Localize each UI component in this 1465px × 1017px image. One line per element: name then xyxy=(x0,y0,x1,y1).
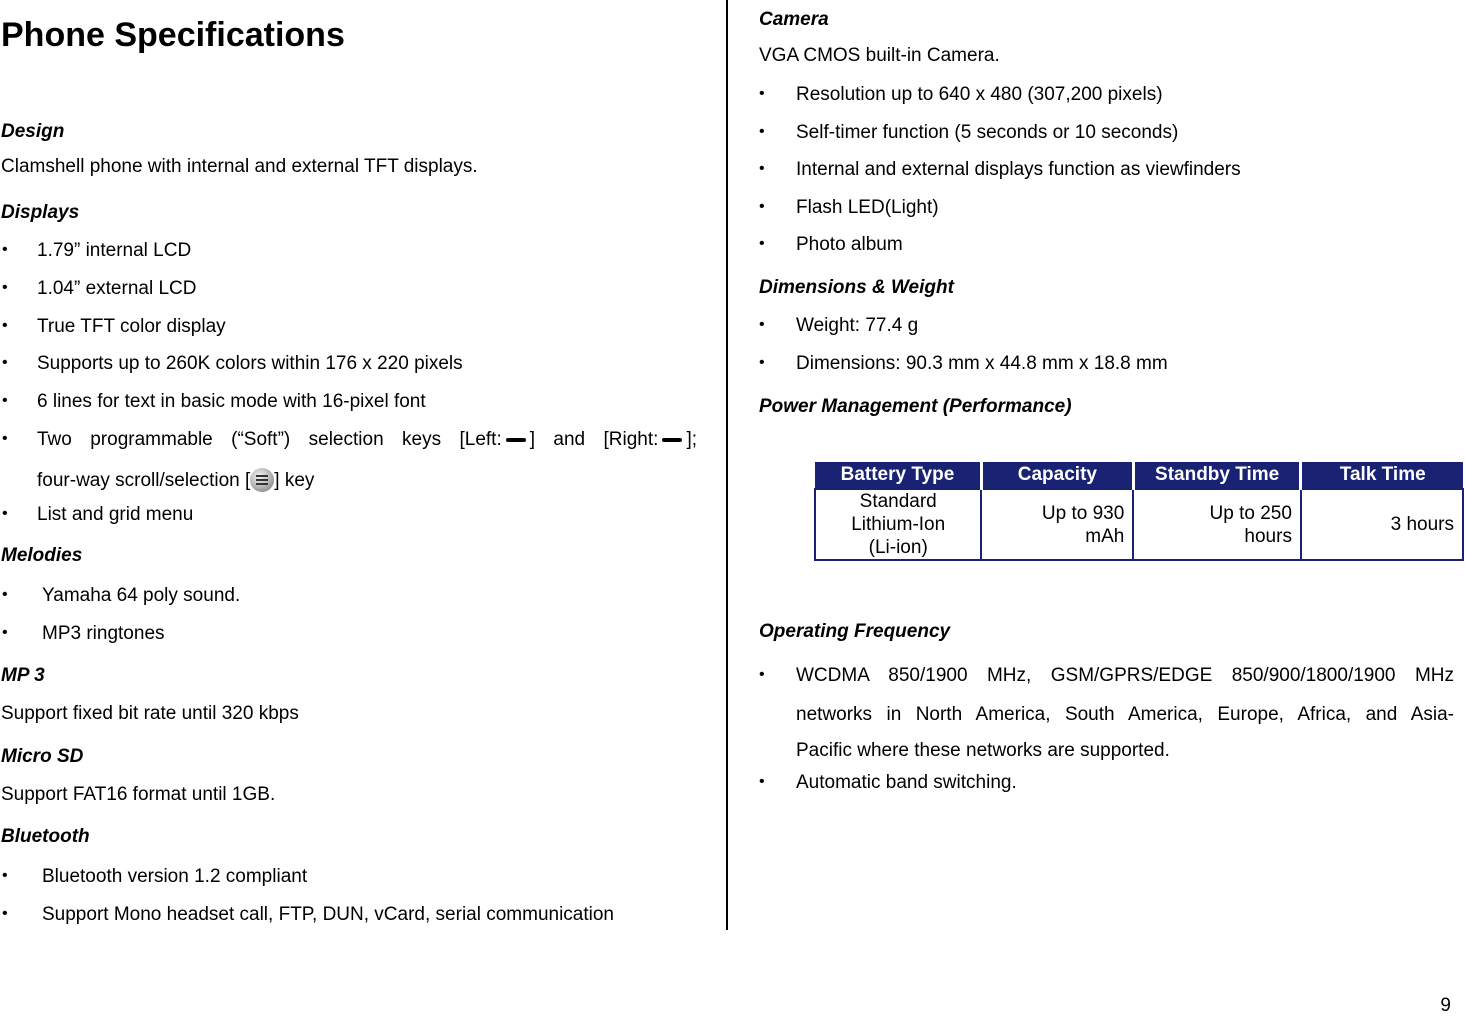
table-row xyxy=(815,489,1463,560)
battery-table xyxy=(814,462,1464,561)
page-title: Phone Specifications xyxy=(1,16,345,54)
displays-heading: Displays xyxy=(1,202,80,223)
page-number: 9 xyxy=(1440,995,1451,1016)
design-text: Clamshell phone with internal and external TFT displays. xyxy=(1,156,478,177)
power-heading: Power Management (Performance) xyxy=(759,396,1072,417)
mp3-text: Support fixed bit rate until 320 kbps xyxy=(1,703,299,724)
standby-cell: Up to 250 hours xyxy=(1133,489,1301,560)
column-divider xyxy=(726,0,728,930)
capacity-cell: Up to 930 mAh xyxy=(981,489,1133,560)
bluetooth-heading: Bluetooth xyxy=(1,826,90,847)
frequency-heading: Operating Frequency xyxy=(759,621,951,642)
column-header: Capacity xyxy=(981,462,1133,489)
softkeys-continuation: four-way scroll/selection [ ] key xyxy=(37,470,315,491)
battery-type-cell: Standard Lithium-Ion (Li-ion) xyxy=(815,489,981,560)
right-softkey-icon xyxy=(659,435,685,445)
design-heading: Design xyxy=(1,121,65,142)
column-header: Talk Time xyxy=(1301,462,1463,489)
column-header: Standby Time xyxy=(1133,462,1301,489)
camera-heading: Camera xyxy=(759,9,829,30)
microsd-heading: Micro SD xyxy=(1,746,84,767)
mp3-heading: MP 3 xyxy=(1,665,45,686)
table-header-row xyxy=(815,462,1463,489)
column-header: Battery Type xyxy=(815,462,981,489)
melodies-heading: Melodies xyxy=(1,545,83,566)
camera-text: VGA CMOS built-in Camera. xyxy=(759,45,1000,66)
navigation-key-icon xyxy=(250,468,274,492)
left-softkey-icon xyxy=(503,435,529,445)
dimensions-heading: Dimensions & Weight xyxy=(759,277,954,298)
list-item-frequency: • WCDMA 850/1900 MHz, GSM/GPRS/EDGE 850/900/1800/1900 MHz networks in North America, South America, Europe, Africa, and Asia- Pacific where these networks are supported. xyxy=(759,665,1454,761)
microsd-text: Support FAT16 format until 1GB. xyxy=(1,784,276,805)
talk-time-cell: 3 hours xyxy=(1301,489,1463,560)
